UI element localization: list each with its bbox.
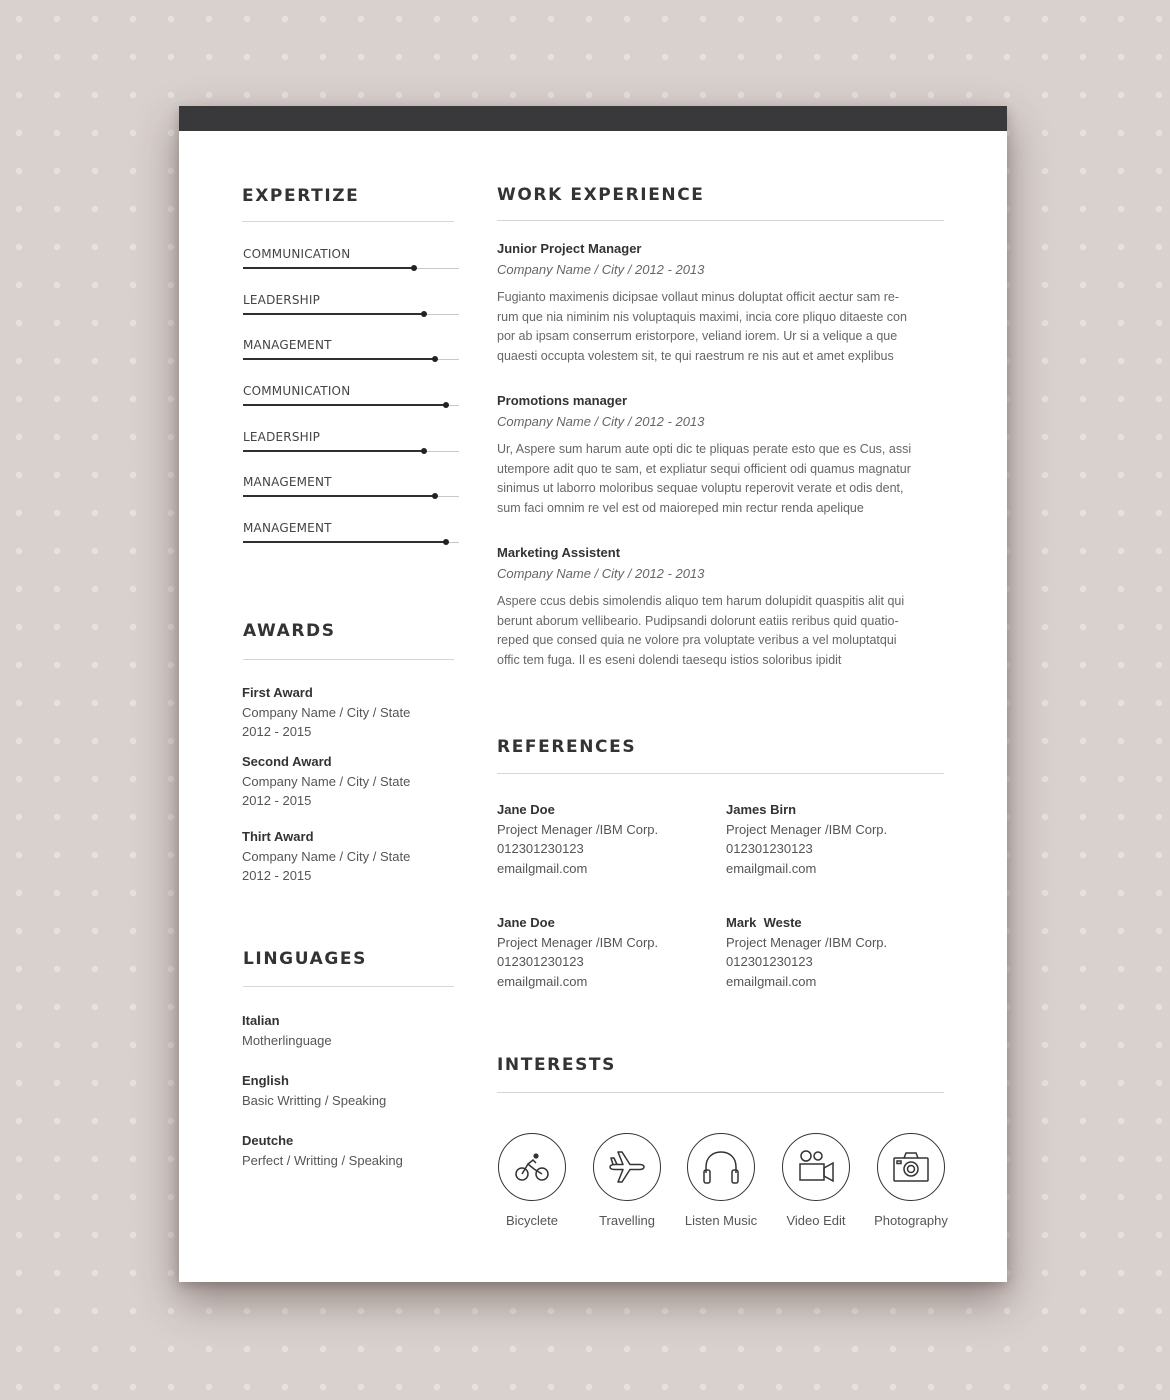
interests-divider [497, 1092, 944, 1093]
job-meta: Company Name / City / 2012 - 2013 [497, 262, 705, 277]
award-years: 2012 - 2015 [242, 793, 312, 808]
skill-fill [243, 404, 446, 406]
job-description-line: utempore adit quo te sam, et expliatur sequi officient odi quamus magnatur [497, 461, 911, 476]
reference-phone: 012301230123 [726, 841, 813, 856]
job-entry [497, 543, 944, 670]
skill-item [243, 247, 459, 277]
reference-email: emailgmail.com [726, 860, 817, 876]
reference-entry [497, 800, 658, 878]
job-description [497, 592, 944, 670]
skill-label: COMMUNICATION [243, 247, 351, 261]
headphones-icon [687, 1133, 755, 1201]
skill-label: MANAGEMENT [243, 475, 332, 489]
job-title: Junior Project Manager [497, 241, 642, 256]
reference-phone: 012301230123 [497, 954, 584, 969]
languages-heading: LINGUAGES [243, 949, 367, 969]
interest-label: Photography [874, 1213, 948, 1228]
resume-page [179, 106, 1007, 1282]
award-years: 2012 - 2015 [242, 724, 312, 739]
reference-email: emailgmail.com [497, 973, 588, 989]
language-item [242, 1011, 332, 1050]
skill-fill [243, 313, 424, 315]
skill-fill [243, 541, 446, 543]
skill-label: LEADERSHIP [243, 430, 321, 444]
language-level: Basic Writting / Speaking [242, 1092, 387, 1108]
expertize-divider [242, 221, 454, 222]
award-title: Second Award [242, 754, 332, 769]
reference-phone: 012301230123 [497, 841, 584, 856]
work-experience-heading: WORK EXPERIENCE [497, 185, 705, 205]
skill-fill [243, 358, 435, 360]
reference-name: James Birn [726, 802, 797, 817]
skill-fill [243, 450, 424, 452]
bicycle-icon [498, 1133, 566, 1201]
interest-label: Bicyclete [505, 1213, 559, 1228]
skill-handle [443, 402, 449, 408]
skill-label: LEADERSHIP [243, 293, 321, 307]
language-level: Perfect / Writting / Speaking [242, 1152, 403, 1168]
interest-label: Listen Music [684, 1213, 758, 1228]
references-divider [497, 773, 944, 774]
job-description-line: Fugianto maximenis dicipsae vollaut minus doluptat officit aectur sam re- [497, 290, 900, 304]
skill-label: MANAGEMENT [243, 521, 332, 535]
interest-item [484, 1133, 580, 1228]
job-entry [497, 239, 944, 366]
skill-item [243, 475, 459, 505]
language-name: Deutche [242, 1133, 294, 1148]
expertize-heading: EXPERTIZE [242, 186, 360, 206]
skill-item [243, 521, 459, 551]
award-company: Company Name / City / State [242, 773, 411, 789]
award-title: Thirt Award [242, 829, 314, 844]
job-description-line: reped que consed quia ne volore pra voluptate veribus a vel moluptatqui [497, 633, 897, 648]
job-description-line: por ab ipsam conserrum eristorpore, veliand iorem. Ur si a velique a que [497, 329, 898, 344]
interest-label: Video Edit [786, 1213, 846, 1228]
job-meta: Company Name / City / 2012 - 2013 [497, 414, 705, 429]
interest-item [768, 1133, 864, 1228]
reference-name: Mark Weste [726, 915, 802, 930]
skill-fill [243, 495, 435, 497]
reference-role: Project Menager /IBM Corp. [726, 934, 888, 950]
award-years: 2012 - 2015 [242, 868, 312, 883]
interest-item [673, 1133, 769, 1228]
interest-item [579, 1133, 675, 1228]
job-description [497, 288, 944, 366]
skill-handle [421, 311, 427, 317]
job-description-line: Ur, Aspere sum harum aute opti dic te pliquas perate esto que es Cus, assi [497, 442, 912, 456]
skill-item [243, 384, 459, 414]
job-title: Marketing Assistent [497, 545, 621, 560]
job-meta: Company Name / City / 2012 - 2013 [497, 566, 705, 581]
awards-divider [243, 659, 454, 660]
video-camera-icon [782, 1133, 850, 1201]
skill-label: COMMUNICATION [243, 384, 351, 398]
reference-email: emailgmail.com [726, 973, 817, 989]
job-description [497, 440, 944, 518]
language-item [242, 1131, 403, 1170]
skill-handle [411, 265, 417, 271]
job-description-line: sum faci omnim re vel est od maioreped min rectur renda apelique [497, 500, 864, 515]
reference-entry [726, 913, 887, 991]
skill-item [243, 293, 459, 323]
award-title: First Award [242, 685, 313, 700]
job-description-line: sinimus ut laborro moloribus sequae voluptu reperovit verate et odis dent, [497, 481, 904, 496]
skill-handle [432, 356, 438, 362]
award-item [242, 827, 410, 886]
top-bar [179, 106, 1007, 131]
reference-name: Jane Doe [497, 802, 555, 817]
reference-entry [726, 800, 887, 878]
interest-item [863, 1133, 959, 1228]
skill-handle [443, 539, 449, 545]
airplane-icon [593, 1133, 661, 1201]
job-title: Promotions manager [497, 393, 628, 408]
job-description-line: Aspere ccus debis simolendis aliquo tem harum dolupidit quaspitis alit qui [497, 594, 905, 608]
camera-icon [877, 1133, 945, 1201]
award-company: Company Name / City / State [242, 848, 411, 864]
reference-role: Project Menager /IBM Corp. [497, 821, 659, 837]
languages-divider [243, 986, 454, 987]
award-item [242, 683, 410, 742]
award-item [242, 752, 410, 811]
interests-heading: INTERESTS [497, 1055, 616, 1075]
work-divider [497, 220, 944, 221]
interest-label: Travelling [599, 1213, 655, 1228]
skill-item [243, 338, 459, 368]
language-name: Italian [242, 1013, 280, 1028]
reference-email: emailgmail.com [497, 860, 588, 876]
job-description-line: rum que nia niminim nis voluptaquis maximi, incia core pliquo ditaeste con [497, 309, 907, 324]
reference-name: Jane Doe [497, 915, 555, 930]
language-item [242, 1071, 386, 1110]
skill-item [243, 430, 459, 460]
awards-heading: AWARDS [243, 621, 336, 641]
job-description-line: quaesti occupta volestem sit, te qui raestrum re nis aut et amet explibus [497, 348, 894, 363]
skill-handle [421, 448, 427, 454]
skill-handle [432, 493, 438, 499]
reference-role: Project Menager /IBM Corp. [726, 821, 888, 837]
reference-entry [497, 913, 658, 991]
references-heading: REFERENCES [497, 737, 637, 757]
job-entry [497, 391, 944, 518]
skill-label: MANAGEMENT [243, 338, 332, 352]
reference-phone: 012301230123 [726, 954, 813, 969]
language-level: Motherlinguage [242, 1032, 332, 1048]
award-company: Company Name / City / State [242, 704, 411, 720]
language-name: English [242, 1073, 289, 1088]
job-description-line: offic tem fuga. Il es eseni dolendi taesequ istios soloribus ipidit [497, 652, 842, 667]
reference-role: Project Menager /IBM Corp. [497, 934, 659, 950]
skill-fill [243, 267, 414, 269]
job-description-line: berunt aborum vellibeario. Pudipsandi dolorunt eatiis reribus quid quatio- [497, 613, 899, 628]
